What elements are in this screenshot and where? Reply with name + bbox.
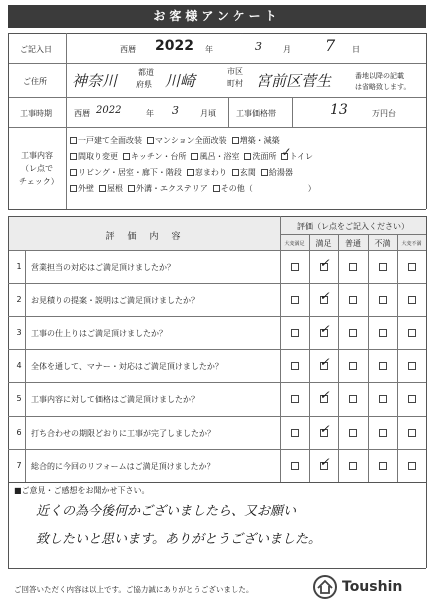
entry-date-label: ご記入日 xyxy=(20,45,52,54)
address-city-unit-1: 市区 xyxy=(227,67,243,76)
work-content-row xyxy=(70,145,318,162)
checkbox[interactable] xyxy=(187,169,194,176)
address-pref-unit-1: 都道 xyxy=(138,68,154,77)
divider xyxy=(8,97,426,98)
price-range-unit: 万円台 xyxy=(372,109,396,118)
question-text: 工事内容に対して価格はご満足頂けましたか？ xyxy=(31,395,199,405)
rating-checkbox[interactable] xyxy=(408,263,416,271)
work-content-option[interactable] xyxy=(232,136,280,145)
rating-checkbox[interactable] xyxy=(291,362,299,370)
rating-checkbox[interactable] xyxy=(408,329,416,337)
rating-checkbox[interactable] xyxy=(379,429,387,437)
checkbox[interactable] xyxy=(281,145,292,160)
divider xyxy=(8,568,426,569)
checkbox[interactable] xyxy=(70,169,77,176)
check-mark-icon: ✓ xyxy=(319,322,330,337)
work-content-label-2: （レ点で xyxy=(21,164,53,173)
rating-checkbox[interactable] xyxy=(379,362,387,370)
rating-checkbox[interactable] xyxy=(408,296,416,304)
address-note-line2: は省略致します。 xyxy=(355,83,411,91)
divider xyxy=(8,127,426,128)
scale-satisfied: 満足 xyxy=(315,239,332,248)
checkbox[interactable] xyxy=(128,185,135,192)
work-period-year-unit: 年 xyxy=(146,109,154,118)
question-text: 工事の仕上りはご満足頂けましたか？ xyxy=(31,329,167,339)
rating-checkbox[interactable] xyxy=(349,296,357,304)
footer-note: ご回答いただく内容は以上です。ご協力誠にありがとうございました。 xyxy=(14,585,254,594)
entry-date-day-unit: 日 xyxy=(352,45,360,54)
work-content-option[interactable] xyxy=(281,145,314,161)
question-number: 7 xyxy=(16,460,22,470)
work-period-era: 西暦 xyxy=(74,109,90,118)
work-content-row xyxy=(70,183,321,194)
work-content-option-label: マンション全面改装 xyxy=(155,136,227,145)
check-mark-icon: ✓ xyxy=(319,454,330,469)
rating-checkbox[interactable] xyxy=(291,462,299,470)
work-content-option[interactable] xyxy=(70,152,118,161)
checkbox[interactable] xyxy=(191,153,198,160)
rating-checkbox[interactable] xyxy=(291,395,299,403)
divider xyxy=(338,234,339,482)
form-title: お客様アンケート xyxy=(8,5,426,28)
work-content-option[interactable] xyxy=(99,184,123,193)
work-content-option-label: 屋根 xyxy=(107,184,123,193)
divider xyxy=(8,250,426,251)
scale-dissatisfied: 不満 xyxy=(374,239,391,248)
entry-date-day: 7 xyxy=(325,36,336,55)
rating-checkbox[interactable] xyxy=(408,395,416,403)
work-content-row xyxy=(70,135,285,146)
work-content-label-1: 工事内容 xyxy=(21,151,53,160)
evaluation-content-header: 評 価 内 容 xyxy=(105,232,183,242)
work-content-option-label: その他（ xyxy=(220,184,253,193)
check-mark-icon: ✓ xyxy=(319,355,330,370)
address-ward: 宮前区菅生 xyxy=(256,72,332,90)
price-range-value: 13 xyxy=(330,102,348,118)
rating-checkbox[interactable] xyxy=(379,395,387,403)
checkbox[interactable] xyxy=(123,153,130,160)
rating-checkbox[interactable] xyxy=(408,462,416,470)
work-content-option-label: 一戸建て全面改装 xyxy=(78,136,142,145)
checkbox[interactable] xyxy=(232,169,239,176)
work-content-option-label: 洗面所 xyxy=(252,152,277,161)
question-text: 全体を通して、マナー・対応はご満足頂けましたか？ xyxy=(31,362,223,372)
checkbox[interactable] xyxy=(70,153,77,160)
company-logo xyxy=(312,574,424,600)
work-period-month-unit: 月頃 xyxy=(200,109,216,118)
question-text: 打ち合わせの期限どおりに工事が完了しましたか？ xyxy=(31,428,215,438)
divider xyxy=(8,283,426,284)
question-text: 総合的に今回のリフォームはご満足頂けましたか？ xyxy=(31,461,215,471)
question-text: 営業担当の対応はご満足頂けましたか？ xyxy=(31,263,175,272)
work-content-option-label: 給湯器 xyxy=(268,168,293,177)
divider xyxy=(8,482,9,568)
work-content-label-3: チェック） xyxy=(19,177,59,186)
work-content-option[interactable] xyxy=(244,152,276,161)
comment-line-1: 近くの為今後何かございましたら、又お願い xyxy=(36,504,297,519)
divider xyxy=(8,482,426,483)
check-mark-icon: ✓ xyxy=(319,289,330,304)
divider xyxy=(228,97,229,127)
checkbox[interactable] xyxy=(244,153,251,160)
work-content-option-label: リビング・居室・廊下・階段 xyxy=(78,168,182,177)
rating-checkbox[interactable] xyxy=(291,296,299,304)
address-note-line1: 番地以降の記載 xyxy=(355,72,404,80)
work-content-option-label: 外壁 xyxy=(78,184,94,193)
scale-very-satisfied: 大変満足 xyxy=(284,241,305,247)
check-mark-icon: ✓ xyxy=(319,256,330,270)
divider xyxy=(292,97,293,127)
question-number: 4 xyxy=(16,361,22,371)
work-period-label: 工事時期 xyxy=(20,109,52,118)
divider xyxy=(309,234,310,482)
rating-checkbox[interactable] xyxy=(349,263,357,271)
question-number: 6 xyxy=(16,427,22,437)
rating-checkbox[interactable] xyxy=(349,329,357,337)
rating-checkbox[interactable] xyxy=(291,429,299,437)
rating-checkbox[interactable] xyxy=(379,329,387,337)
work-content-option-label: ） xyxy=(307,184,316,193)
divider xyxy=(8,209,426,210)
other-close-paren xyxy=(308,184,316,193)
entry-date-month-unit: 月 xyxy=(283,45,291,54)
question-number: 1 xyxy=(16,262,22,271)
work-content-option[interactable] xyxy=(70,136,142,145)
divider xyxy=(397,234,398,482)
rating-checkbox[interactable] xyxy=(379,263,387,271)
rating-checkbox[interactable] xyxy=(349,462,357,470)
rating-checkbox[interactable] xyxy=(379,296,387,304)
work-content-option-label: 風呂・浴室 xyxy=(199,152,240,161)
entry-date-year: 2022 xyxy=(155,38,194,54)
address-city: 川崎 xyxy=(165,72,196,90)
work-content-option[interactable] xyxy=(187,168,227,177)
work-content-option[interactable] xyxy=(70,184,94,193)
work-content-option-label: 玄関 xyxy=(239,168,256,177)
check-mark-icon: ✓ xyxy=(281,145,292,159)
entry-date-era: 西暦 xyxy=(120,45,136,54)
checkbox[interactable] xyxy=(232,137,239,144)
work-content-option[interactable] xyxy=(147,136,227,145)
question-text: お見積りの提案・説明はご満足頂けましたか？ xyxy=(31,296,199,306)
checkbox[interactable] xyxy=(147,137,154,144)
checkbox[interactable] xyxy=(70,137,77,144)
scale-neutral: 普通 xyxy=(345,239,361,248)
divider xyxy=(8,349,426,350)
comments-label: ■ご意見・ご感想をお聞かせ下さい。 xyxy=(14,486,150,495)
checkbox[interactable] xyxy=(99,185,106,192)
work-period-year: 2022 xyxy=(96,105,122,116)
work-content-option[interactable] xyxy=(191,152,239,161)
divider xyxy=(8,33,426,34)
work-content-option-label: 外溝・エクステリア xyxy=(136,184,208,193)
house-logo-icon xyxy=(312,574,340,600)
rating-checkbox[interactable] xyxy=(291,329,299,337)
work-content-row xyxy=(70,167,298,178)
divider xyxy=(8,449,426,450)
divider xyxy=(8,416,426,417)
check-mark-icon: ✓ xyxy=(319,421,330,436)
comment-line-2: 致したいと思います。ありがとうございました。 xyxy=(36,532,321,547)
work-period-month: 3 xyxy=(172,104,179,117)
divider xyxy=(426,216,427,482)
work-content-option-label: 窓まわり xyxy=(194,168,227,177)
check-mark-icon: ✓ xyxy=(319,388,330,403)
divider xyxy=(426,33,427,209)
checkbox[interactable] xyxy=(261,169,268,176)
work-content-option-label: 間取り変更 xyxy=(78,152,118,161)
divider xyxy=(8,316,426,317)
address-city-unit-2: 町村 xyxy=(227,79,243,88)
rating-checkbox[interactable] xyxy=(408,362,416,370)
work-content-option[interactable] xyxy=(123,152,186,161)
work-content-option-label: トイレ xyxy=(289,152,314,161)
work-content-option-label: 増築・減築 xyxy=(239,136,280,145)
logo-text: Toushin xyxy=(342,579,403,595)
work-content-option[interactable] xyxy=(232,168,256,177)
scale-very-dissatisfied: 大変不満 xyxy=(401,241,422,247)
divider xyxy=(8,63,426,64)
work-content-option[interactable] xyxy=(128,184,208,193)
work-content-option[interactable] xyxy=(213,184,253,193)
question-number: 3 xyxy=(16,328,22,338)
work-content-option[interactable] xyxy=(70,168,182,177)
rating-checkbox[interactable] xyxy=(291,263,299,271)
divider xyxy=(8,216,426,217)
rating-checkbox[interactable] xyxy=(349,362,357,370)
question-number: 5 xyxy=(16,394,22,404)
entry-date-month: 3 xyxy=(255,40,262,53)
question-number: 2 xyxy=(16,295,22,305)
address-prefecture: 神奈川 xyxy=(72,72,118,90)
checkbox[interactable] xyxy=(70,185,77,192)
checkbox[interactable] xyxy=(213,185,220,192)
rating-checkbox[interactable] xyxy=(379,462,387,470)
rating-checkbox[interactable] xyxy=(349,429,357,437)
evaluation-rating-header: 評価（レ点をご記入ください） xyxy=(297,222,409,231)
address-label: ご住所 xyxy=(23,77,47,86)
price-range-label: 工事価格帯 xyxy=(236,109,276,118)
divider xyxy=(8,33,9,209)
divider xyxy=(426,482,427,568)
divider xyxy=(66,33,67,209)
divider xyxy=(8,382,426,383)
rating-checkbox[interactable] xyxy=(408,429,416,437)
entry-date-year-unit: 年 xyxy=(205,45,213,54)
divider xyxy=(368,234,369,482)
divider xyxy=(280,234,426,235)
address-pref-unit-2: 府県 xyxy=(136,80,152,89)
work-content-option[interactable] xyxy=(261,168,293,177)
rating-checkbox[interactable] xyxy=(349,395,357,403)
work-content-option-label: キッチン・台所 xyxy=(131,152,187,161)
